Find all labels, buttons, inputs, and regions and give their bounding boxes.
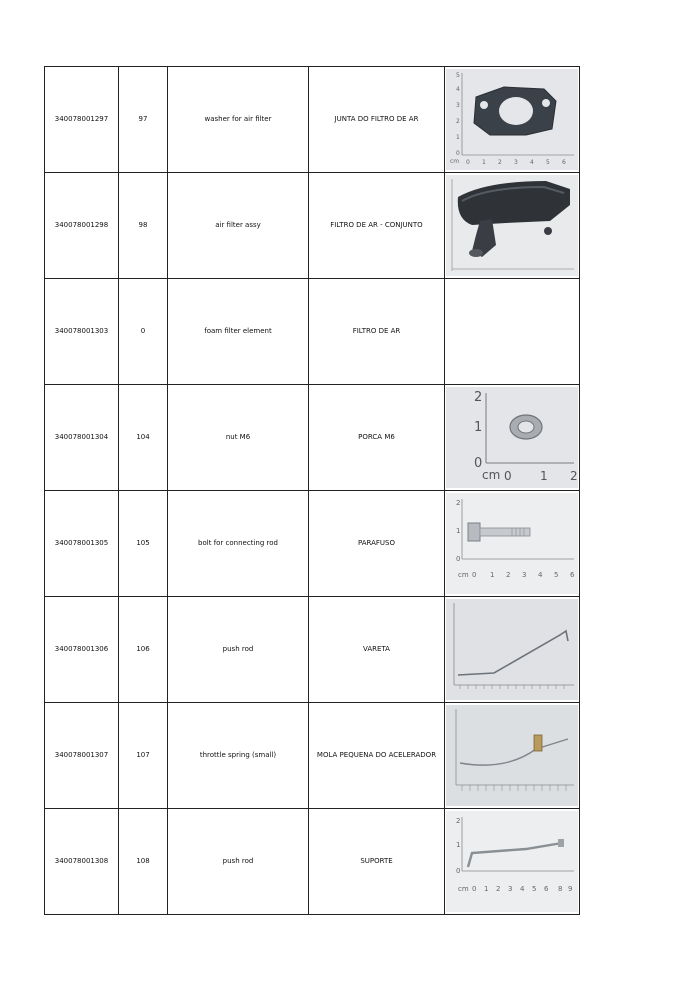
svg-text:2: 2: [496, 885, 501, 893]
part-code: 340078001304: [45, 385, 119, 491]
svg-text:1: 1: [490, 571, 495, 579]
description-en: push rod: [168, 597, 309, 703]
table-row: [45, 173, 580, 279]
svg-text:0: 0: [472, 571, 477, 579]
ref-number: 97: [119, 67, 168, 173]
ref-number: 104: [119, 385, 168, 491]
part-code: 340078001298: [45, 173, 119, 279]
svg-text:2: 2: [456, 118, 460, 125]
svg-text:3: 3: [514, 159, 518, 166]
svg-text:5: 5: [532, 885, 537, 893]
photo-cell: [445, 703, 580, 809]
svg-text:2: 2: [498, 159, 502, 166]
svg-text:4: 4: [538, 571, 543, 579]
nut-photo: [446, 387, 578, 488]
table-row: [45, 703, 580, 809]
table-row: [45, 385, 580, 491]
svg-text:0: 0: [504, 469, 512, 483]
description-pt: FILTRO DE AR - CONJUNTO: [309, 173, 445, 279]
photo-cell: [445, 809, 580, 915]
push-rod-photo: [446, 599, 578, 700]
ref-number: 0: [119, 279, 168, 385]
description-en: throttle spring (small): [168, 703, 309, 809]
svg-text:1: 1: [456, 841, 461, 849]
ref-number: 107: [119, 703, 168, 809]
part-code: 340078001306: [45, 597, 119, 703]
table-row: [45, 67, 580, 173]
svg-text:1: 1: [456, 134, 460, 141]
part-code: 340078001308: [45, 809, 119, 915]
ref-number: 108: [119, 809, 168, 915]
photo-cell: [445, 385, 580, 491]
gasket-photo: [446, 69, 578, 170]
table-row: [45, 809, 580, 915]
svg-text:6: 6: [562, 159, 566, 166]
part-code: 340078001303: [45, 279, 119, 385]
table-row: [45, 491, 580, 597]
svg-text:4: 4: [456, 86, 460, 93]
description-en: washer for air filter: [168, 67, 309, 173]
svg-text:4: 4: [530, 159, 534, 166]
svg-text:2: 2: [474, 390, 483, 405]
air-filter-photo: [446, 175, 578, 276]
svg-text:2: 2: [456, 817, 461, 825]
svg-text:2: 2: [506, 571, 511, 579]
photo-cell: [445, 67, 580, 173]
bolt-photo: [446, 493, 578, 594]
part-code: 340078001305: [45, 491, 119, 597]
description-pt: PORCA M6: [309, 385, 445, 491]
bracket-photo: [446, 811, 578, 912]
svg-text:0: 0: [456, 555, 461, 563]
photo-cell: [445, 173, 580, 279]
description-en: push rod: [168, 809, 309, 915]
svg-text:9: 9: [568, 885, 573, 893]
description-pt: VARETA: [309, 597, 445, 703]
svg-text:5: 5: [456, 72, 460, 79]
photo-cell: [445, 491, 580, 597]
table-row: [45, 279, 580, 385]
table-row: [45, 597, 580, 703]
svg-text:0: 0: [472, 885, 477, 893]
svg-text:cm: cm: [458, 571, 469, 579]
description-pt: MOLA PEQUENA DO ACELERADOR: [309, 703, 445, 809]
svg-text:6: 6: [544, 885, 549, 893]
description-pt: JUNTA DO FILTRO DE AR: [309, 67, 445, 173]
svg-text:5: 5: [554, 571, 559, 579]
svg-text:1: 1: [474, 420, 483, 435]
spring-photo: [446, 705, 578, 806]
description-pt: FILTRO DE AR: [309, 279, 445, 385]
svg-text:8: 8: [558, 885, 563, 893]
svg-text:1: 1: [482, 159, 486, 166]
svg-text:1: 1: [540, 469, 548, 483]
svg-text:cm: cm: [458, 885, 469, 893]
svg-text:cm: cm: [450, 158, 460, 165]
svg-text:0: 0: [456, 867, 461, 875]
photo-cell-empty: [445, 279, 580, 385]
svg-text:5: 5: [546, 159, 550, 166]
svg-text:0: 0: [474, 456, 483, 471]
svg-text:0: 0: [466, 159, 470, 166]
svg-text:3: 3: [456, 102, 460, 109]
part-code: 340078001307: [45, 703, 119, 809]
svg-text:1: 1: [484, 885, 489, 893]
svg-text:6: 6: [570, 571, 575, 579]
description-en: bolt for connecting rod: [168, 491, 309, 597]
ref-number: 105: [119, 491, 168, 597]
svg-text:1: 1: [456, 527, 461, 535]
svg-text:2: 2: [570, 469, 578, 483]
photo-cell: [445, 597, 580, 703]
description-en: foam filter element: [168, 279, 309, 385]
description-en: nut M6: [168, 385, 309, 491]
parts-table: [44, 66, 580, 915]
svg-text:2: 2: [456, 499, 461, 507]
description-pt: SUPORTE: [309, 809, 445, 915]
svg-text:0: 0: [456, 150, 460, 157]
ref-number: 106: [119, 597, 168, 703]
description-pt: PARAFUSO: [309, 491, 445, 597]
part-code: 340078001297: [45, 67, 119, 173]
svg-text:4: 4: [520, 885, 525, 893]
description-en: air filter assy: [168, 173, 309, 279]
ref-number: 98: [119, 173, 168, 279]
svg-text:3: 3: [508, 885, 513, 893]
svg-text:cm: cm: [482, 468, 501, 482]
svg-text:3: 3: [522, 571, 527, 579]
